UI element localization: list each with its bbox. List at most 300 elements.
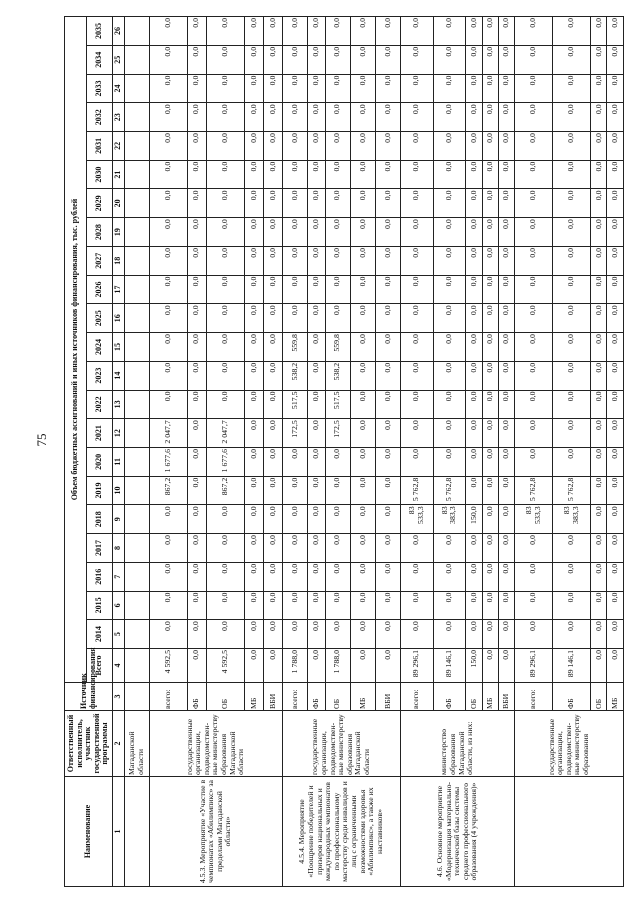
year-value: 0,0: [482, 333, 498, 362]
year-value: 0,0: [482, 562, 498, 591]
year-value: 0,0: [149, 132, 187, 161]
year-value: 0,0: [149, 160, 187, 189]
year-value: 0,0: [282, 189, 307, 218]
executor: государственные организации, подведомствен-ные министерству образования Магаданской области: [282, 711, 400, 777]
funding-source: всего:: [515, 683, 553, 711]
year-value: 0,0: [553, 45, 591, 74]
year-value: 0,0: [498, 534, 514, 563]
funding-source: ВБИ: [498, 683, 514, 711]
year-value: 0,0: [307, 534, 325, 563]
year-value: 1 677,6: [149, 447, 187, 476]
year-value: 0,0: [325, 505, 350, 534]
year-value: 0,0: [263, 74, 282, 103]
year-value: [125, 160, 150, 189]
year-value: 0,0: [149, 246, 187, 275]
year-value: 0,0: [515, 16, 553, 45]
year-value: 0,0: [607, 304, 624, 333]
year-value: 0,0: [607, 591, 624, 620]
year-value: 0,0: [553, 304, 591, 333]
year-value: 0,0: [515, 132, 553, 161]
year-value: 0,0: [325, 275, 350, 304]
year-value: 0,0: [400, 361, 433, 390]
year-value: 0,0: [400, 45, 433, 74]
column-number: 19: [113, 218, 125, 247]
executor: государственные организации, подведомствен-ные министерству образования Магаданской области: [149, 711, 282, 777]
year-value: 0,0: [515, 304, 553, 333]
year-value: 0,0: [375, 419, 400, 448]
year-value: 0,0: [482, 132, 498, 161]
total-value: 0,0: [307, 649, 325, 683]
year-value: 0,0: [350, 132, 375, 161]
year-value: 0,0: [466, 246, 482, 275]
year-value: 0,0: [244, 390, 263, 419]
year-value: 0,0: [607, 189, 624, 218]
year-value: 0,0: [325, 189, 350, 218]
measure-name: [515, 777, 624, 887]
year-value: 0,0: [591, 591, 607, 620]
total-value: 0,0: [187, 649, 206, 683]
column-number: 18: [113, 246, 125, 275]
year-value: 0,0: [307, 591, 325, 620]
year-value: 0,0: [325, 218, 350, 247]
year-value: 0,0: [591, 620, 607, 649]
year-value: 0,0: [375, 447, 400, 476]
year-value: 0,0: [375, 132, 400, 161]
column-number: 12: [113, 419, 125, 448]
year-value: 0,0: [263, 591, 282, 620]
year-value: 0,0: [591, 132, 607, 161]
year-value: 0,0: [375, 591, 400, 620]
year-value: 0,0: [400, 333, 433, 362]
header-executor: Ответственный исполнитель, участник государственной программы: [65, 711, 113, 777]
year-value: 0,0: [350, 390, 375, 419]
year-value: 0,0: [350, 218, 375, 247]
year-value: 0,0: [375, 333, 400, 362]
year-value: 0,0: [307, 132, 325, 161]
year-value: 0,0: [433, 447, 466, 476]
year-value: 0,0: [263, 218, 282, 247]
year-value: 0,0: [307, 304, 325, 333]
year-value: 0,0: [375, 74, 400, 103]
year-value: 0,0: [263, 189, 282, 218]
year-value: 0,0: [263, 160, 282, 189]
total-value: [125, 649, 150, 683]
funding-source: МБ: [244, 683, 263, 711]
year-value: 0,0: [263, 419, 282, 448]
year-value: 0,0: [149, 534, 187, 563]
column-number: 14: [113, 361, 125, 390]
column-number: 13: [113, 390, 125, 419]
year-value: 0,0: [607, 447, 624, 476]
year-value: 0,0: [187, 45, 206, 74]
year-value: 0,0: [325, 16, 350, 45]
header-year: 2031: [87, 132, 113, 161]
year-value: 0,0: [515, 189, 553, 218]
year-value: 0,0: [607, 476, 624, 505]
year-value: 83 383,3: [433, 505, 466, 534]
year-value: 538,2: [325, 361, 350, 390]
year-value: 0,0: [325, 246, 350, 275]
year-value: 0,0: [553, 246, 591, 275]
year-value: 538,2: [282, 361, 307, 390]
year-value: 0,0: [350, 103, 375, 132]
funding-source: ОБ: [591, 683, 607, 711]
year-value: 0,0: [607, 620, 624, 649]
year-value: 0,0: [482, 304, 498, 333]
year-value: 0,0: [400, 132, 433, 161]
funding-source: ОБ: [325, 683, 350, 711]
funding-source: ОБ: [466, 683, 482, 711]
year-value: 0,0: [206, 390, 244, 419]
year-value: 0,0: [400, 419, 433, 448]
year-value: [125, 390, 150, 419]
year-value: 0,0: [187, 361, 206, 390]
year-value: 0,0: [307, 246, 325, 275]
year-value: 0,0: [433, 189, 466, 218]
year-value: 0,0: [350, 361, 375, 390]
year-value: 0,0: [400, 591, 433, 620]
year-value: 0,0: [375, 562, 400, 591]
year-value: 517,5: [282, 390, 307, 419]
year-value: 0,0: [187, 103, 206, 132]
year-value: 0,0: [400, 447, 433, 476]
year-value: 0,0: [307, 361, 325, 390]
year-value: 0,0: [149, 620, 187, 649]
year-value: 0,0: [350, 562, 375, 591]
year-value: 0,0: [187, 419, 206, 448]
year-value: 0,0: [515, 361, 553, 390]
year-value: 0,0: [553, 390, 591, 419]
year-value: 0,0: [350, 419, 375, 448]
year-value: 0,0: [433, 361, 466, 390]
year-value: 172,5: [282, 419, 307, 448]
year-value: 0,0: [263, 333, 282, 362]
year-value: 0,0: [350, 275, 375, 304]
year-value: 0,0: [498, 361, 514, 390]
year-value: [125, 304, 150, 333]
year-value: 0,0: [375, 103, 400, 132]
year-value: 0,0: [466, 103, 482, 132]
header-year: 2014: [87, 620, 113, 649]
year-value: 0,0: [307, 419, 325, 448]
year-value: 0,0: [263, 476, 282, 505]
table-row: [515, 16, 553, 886]
year-value: 0,0: [591, 189, 607, 218]
column-number: 8: [113, 534, 125, 563]
year-value: 0,0: [375, 189, 400, 218]
table-row: [125, 16, 150, 886]
year-value: 0,0: [244, 246, 263, 275]
year-value: 0,0: [607, 103, 624, 132]
year-value: [125, 74, 150, 103]
header-year: 2017: [87, 534, 113, 563]
header-year: 2034: [87, 45, 113, 74]
year-value: 0,0: [466, 45, 482, 74]
year-value: 0,0: [325, 45, 350, 74]
year-value: 0,0: [498, 562, 514, 591]
year-value: 0,0: [307, 505, 325, 534]
year-value: 0,0: [433, 132, 466, 161]
year-value: 0,0: [282, 45, 307, 74]
year-value: 0,0: [400, 304, 433, 333]
year-value: 0,0: [400, 390, 433, 419]
year-value: 0,0: [400, 16, 433, 45]
year-value: 0,0: [498, 103, 514, 132]
year-value: 0,0: [607, 534, 624, 563]
year-value: 0,0: [607, 390, 624, 419]
year-value: 0,0: [607, 45, 624, 74]
year-value: 0,0: [187, 562, 206, 591]
funding-source: всего:: [400, 683, 433, 711]
year-value: 0,0: [206, 333, 244, 362]
funding-source: ВБИ: [263, 683, 282, 711]
column-number: 24: [113, 74, 125, 103]
total-value: 0,0: [375, 649, 400, 683]
year-value: 0,0: [433, 74, 466, 103]
year-value: 0,0: [350, 534, 375, 563]
year-value: 0,0: [206, 246, 244, 275]
year-value: 0,0: [206, 132, 244, 161]
year-value: 0,0: [149, 16, 187, 45]
year-value: 0,0: [149, 45, 187, 74]
year-value: 172,5: [325, 419, 350, 448]
year-value: 0,0: [282, 103, 307, 132]
total-value: 89 146,1: [553, 649, 591, 683]
year-value: 0,0: [607, 419, 624, 448]
year-value: 0,0: [466, 189, 482, 218]
year-value: 0,0: [553, 16, 591, 45]
year-value: 0,0: [149, 189, 187, 218]
year-value: 0,0: [263, 103, 282, 132]
year-value: 0,0: [466, 74, 482, 103]
column-number: 3: [113, 683, 125, 711]
year-value: 0,0: [498, 189, 514, 218]
year-value: 0,0: [482, 103, 498, 132]
year-value: 0,0: [244, 160, 263, 189]
year-value: 0,0: [400, 275, 433, 304]
year-value: 0,0: [515, 218, 553, 247]
year-value: 0,0: [591, 16, 607, 45]
year-value: 0,0: [244, 419, 263, 448]
header-year: 2023: [87, 361, 113, 390]
year-value: 0,0: [482, 218, 498, 247]
column-number: 11: [113, 447, 125, 476]
funding-source: ОБ: [206, 683, 244, 711]
total-value: 0,0: [263, 649, 282, 683]
year-value: 0,0: [375, 390, 400, 419]
year-value: 0,0: [498, 620, 514, 649]
total-value: 1 788,0: [282, 649, 307, 683]
year-value: 2 047,7: [149, 419, 187, 448]
year-value: 0,0: [206, 275, 244, 304]
year-value: 0,0: [498, 218, 514, 247]
column-number: 4: [113, 649, 125, 683]
year-value: 83 383,3: [553, 505, 591, 534]
header-year: 2027: [87, 246, 113, 275]
year-value: 0,0: [515, 419, 553, 448]
year-value: 0,0: [591, 275, 607, 304]
year-value: 0,0: [244, 505, 263, 534]
header-name: Наименование: [65, 777, 113, 887]
year-value: 0,0: [515, 620, 553, 649]
year-value: 0,0: [263, 620, 282, 649]
table-row: [149, 16, 187, 886]
year-value: 0,0: [482, 447, 498, 476]
column-number: 10: [113, 476, 125, 505]
year-value: 0,0: [263, 132, 282, 161]
year-value: 0,0: [244, 562, 263, 591]
header-source: Источник финансирования: [65, 683, 113, 711]
year-value: 0,0: [206, 505, 244, 534]
year-value: 0,0: [400, 562, 433, 591]
year-value: [125, 534, 150, 563]
year-value: 0,0: [498, 505, 514, 534]
year-value: 2 047,7: [206, 419, 244, 448]
column-number: 21: [113, 160, 125, 189]
year-value: 0,0: [187, 447, 206, 476]
year-value: 0,0: [263, 534, 282, 563]
year-value: 0,0: [607, 246, 624, 275]
column-number: 26: [113, 16, 125, 45]
year-value: 5 762,8: [400, 476, 433, 505]
year-value: 0,0: [482, 45, 498, 74]
year-value: 0,0: [515, 103, 553, 132]
header-year: 2015: [87, 591, 113, 620]
year-value: 0,0: [307, 476, 325, 505]
funding-source: ФБ: [553, 683, 591, 711]
year-value: 0,0: [591, 505, 607, 534]
year-value: 0,0: [482, 246, 498, 275]
header-funding: Объем бюджетных ассигнований и иных источников финансирования, тыс. рублей: [65, 16, 87, 682]
year-value: 0,0: [400, 218, 433, 247]
year-value: 5 762,8: [553, 476, 591, 505]
year-value: 0,0: [482, 275, 498, 304]
year-value: 0,0: [607, 275, 624, 304]
year-value: 0,0: [350, 591, 375, 620]
header-year: 2021: [87, 419, 113, 448]
year-value: 0,0: [187, 246, 206, 275]
year-value: 0,0: [149, 361, 187, 390]
header-year: 2029: [87, 189, 113, 218]
total-value: 0,0: [350, 649, 375, 683]
year-value: [125, 45, 150, 74]
column-number: 7: [113, 562, 125, 591]
year-value: 0,0: [607, 132, 624, 161]
year-value: 0,0: [515, 74, 553, 103]
year-value: 0,0: [206, 103, 244, 132]
year-value: 0,0: [307, 160, 325, 189]
total-value: 0,0: [244, 649, 263, 683]
year-value: 0,0: [149, 390, 187, 419]
measure-name: [125, 777, 150, 887]
year-value: 0,0: [375, 246, 400, 275]
year-value: 0,0: [515, 562, 553, 591]
year-value: 0,0: [433, 45, 466, 74]
year-value: 0,0: [282, 620, 307, 649]
year-value: 0,0: [375, 534, 400, 563]
year-value: 0,0: [607, 16, 624, 45]
year-value: 559,8: [325, 333, 350, 362]
year-value: 0,0: [498, 74, 514, 103]
year-value: 0,0: [375, 304, 400, 333]
year-value: 0,0: [553, 591, 591, 620]
year-value: [125, 103, 150, 132]
year-value: 0,0: [350, 304, 375, 333]
year-value: 0,0: [553, 447, 591, 476]
funding-source: ФБ: [433, 683, 466, 711]
year-value: 0,0: [515, 390, 553, 419]
year-value: 0,0: [149, 103, 187, 132]
year-value: 0,0: [325, 447, 350, 476]
year-value: 0,0: [498, 16, 514, 45]
column-number: 23: [113, 103, 125, 132]
year-value: 0,0: [350, 74, 375, 103]
year-value: 0,0: [375, 218, 400, 247]
year-value: [125, 419, 150, 448]
year-value: 0,0: [591, 476, 607, 505]
year-value: 0,0: [400, 246, 433, 275]
header-year: 2024: [87, 333, 113, 362]
year-value: 0,0: [515, 534, 553, 563]
year-value: 0,0: [325, 74, 350, 103]
year-value: 0,0: [263, 246, 282, 275]
year-value: 0,0: [433, 103, 466, 132]
year-value: 0,0: [375, 361, 400, 390]
year-value: 0,0: [433, 390, 466, 419]
header-year: 2016: [87, 562, 113, 591]
year-value: 0,0: [553, 620, 591, 649]
total-value: 89 146,1: [433, 649, 466, 683]
year-value: 0,0: [263, 45, 282, 74]
year-value: 0,0: [515, 275, 553, 304]
year-value: 0,0: [263, 16, 282, 45]
year-value: 0,0: [466, 16, 482, 45]
year-value: 0,0: [482, 160, 498, 189]
year-value: 0,0: [244, 620, 263, 649]
year-value: 0,0: [350, 246, 375, 275]
year-value: 0,0: [400, 103, 433, 132]
year-value: 0,0: [553, 218, 591, 247]
year-value: 0,0: [187, 160, 206, 189]
year-value: 0,0: [482, 419, 498, 448]
year-value: 0,0: [433, 333, 466, 362]
year-value: 0,0: [263, 304, 282, 333]
year-value: 0,0: [307, 447, 325, 476]
header-year: 2020: [87, 447, 113, 476]
year-value: 0,0: [515, 45, 553, 74]
header-year: 2019: [87, 476, 113, 505]
year-value: [125, 591, 150, 620]
column-number: 17: [113, 275, 125, 304]
year-value: 0,0: [149, 218, 187, 247]
year-value: 0,0: [433, 562, 466, 591]
year-value: 0,0: [498, 246, 514, 275]
year-value: 0,0: [307, 45, 325, 74]
year-value: 0,0: [591, 246, 607, 275]
year-value: 5 762,8: [433, 476, 466, 505]
column-number: 22: [113, 132, 125, 161]
year-value: 0,0: [244, 361, 263, 390]
year-value: 0,0: [149, 275, 187, 304]
year-value: [125, 246, 150, 275]
year-value: 0,0: [591, 534, 607, 563]
rotated-table-wrapper: [64, 17, 624, 887]
year-value: 0,0: [325, 562, 350, 591]
year-value: 0,0: [282, 246, 307, 275]
funding-source: МБ: [482, 683, 498, 711]
year-value: 0,0: [553, 189, 591, 218]
year-value: 0,0: [433, 620, 466, 649]
